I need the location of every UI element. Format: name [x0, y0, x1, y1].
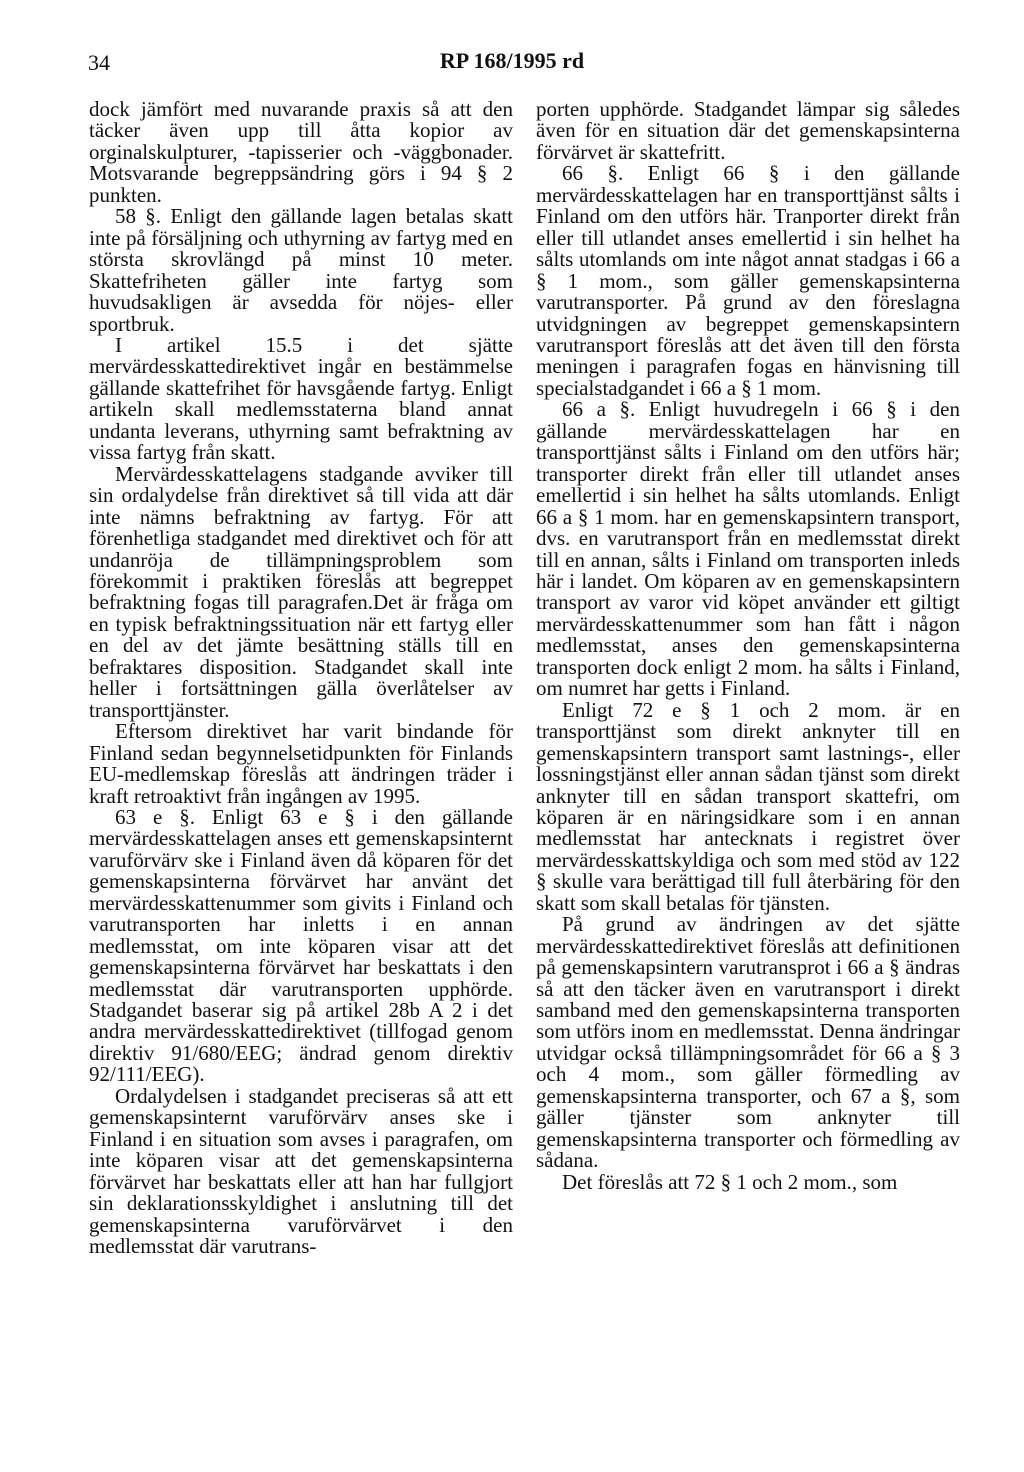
page-number: 34 [88, 50, 110, 75]
paragraph: 66 a §. Enligt huvudregeln i 66 § i den gällande mervärdesskattelagen har en transporttjänst sålts i Finland om den utförs här; transporter direkt från eller till utlandet anses emellertid i sin helhet ha sålts utomlands. Enligt 66 a § 1 mom. har en gemenskapsintern transport, dvs. en varutransport från en medlemsstat direkt till en annan, sålts i Finland om transporten inleds här i landet. Om köparen av en gemenskapsintern transport av varor vid köpet använder ett giltigt mervärdesskattenummer som han fått i någon medlemsstat, anses den gemenskapsinterna transporten dock enligt 2 mom. ha sålts i Finland, om numret har getts i Finland. [536, 397, 960, 701]
right-column [536, 99, 960, 1193]
paragraph: porten upphörde. Stadgandet lämpar sig således även för en situation där det gemenskapsinterna förvärvet är skattefritt. [536, 97, 960, 164]
paragraph: Enligt 72 e § 1 och 2 mom. är en transporttjänst som direkt anknyter till en gemenskapsintern transport samt lastnings-, eller lossningstjänst eller annan sådan tjänst som direkt anknyter till en sådan transport skattefri, om köparen är en näringsidkare som i en annan medlemsstat har antecknats i registret över mervärdesskattskyldiga och som med stöd av 122 § skulle vara berättigad till full återbäring för den skatt som skall betalas för tjänsten. [536, 697, 960, 915]
paragraph: Mervärdesskattelagens stadgande avviker till sin ordalydelse från direktivet så till vida att där inte nämns befraktning av fartyg. För att förenhetliga stadgandet med direktivet och för att undanröja de tillämpningsproblem som förekommit i praktiken föreslås att begreppet befraktning fogas till paragrafen.Det är fråga om en typisk befraktningssituation när ett fartyg eller en del av det jämte besättning ställs till en befraktares disposition. Stadgandet skall inte heller i fortsättningen gälla överlåtelser av transporttjänster. [89, 461, 513, 722]
left-column [89, 99, 513, 1257]
document-id: RP 168/1995 rd [439, 48, 585, 73]
paragraph: 58 §. Enligt den gällande lagen betalas skatt inte på försäljning och uthyrning av fartyg med en största skrovlängd på minst 10 meter. Skattefriheten gäller inte fartyg som huvudsakligen är avsedda för nöjes- eller sportbruk. [89, 204, 513, 336]
paragraph: dock jämfört med nuvarande praxis så att den täcker även upp till åtta kopior av orginalskulpturer, -tapisserier och -väggbonader. Motsvarande begreppsändring görs i 94 § 2 punkten. [89, 97, 513, 207]
paragraph: Ordalydelsen i stadgandet preciseras så att ett gemenskapsinternt varuförvärv anses ske i Finland i en situation som avses i paragrafen, om inte köparen visar att det gemenskapsinterna förvärvet har beskattats eller att han har fullgjort sin deklarationsskyldighet i anslutning till det gemenskapsinterna varuförvärvet i den medlemsstat där varutrans- [89, 1083, 513, 1259]
paragraph: 63 e §. Enligt 63 e § i den gällande mervärdesskattelagen anses ett gemenskapsinternt varuförvärv ske i Finland även då köparen för det gemenskapsinterna förvärvet har använt det mervärdesskattenummer som givits i Finland och varutransporten har inletts i en annan medlemsstat, om inte köparen visar att det gemenskapsinterna förvärvet har beskattats i den medlemsstat där varutransporten upphörde. Stadgandet baserar sig på artikel 28b A 2 i det andra mervärdesskattedirektivet (tillfogad genom direktiv 91/680/EEG; ändrad genom direktiv 92/111/EEG). [89, 804, 513, 1087]
paragraph: I artikel 15.5 i det sjätte mervärdesskattedirektivet ingår en bestämmelse gällande skattefrihet för havsgående fartyg. Enligt artikeln skall medlemsstaterna bland annat undanta leverans, uthyrning samt befraktning av vissa fartyg från skatt. [89, 332, 513, 465]
paragraph: På grund av ändringen av det sjätte mervärdesskattedirektivet föreslås att definitionen på gemenskapsintern varutransprot i 66 a § ändras så att den täcker även en varutransport i direkt samband med den gemenskapsinterna transporten som utförs inom en medlemsstat. Denna ändringar utvidgar också tillämpningsområdet för 66 a § 3 och 4 mom., som gäller förmedling av gemenskapsinterna transporter, och 67 a §, som gäller tjänster som anknyter till gemenskapsinterna transporter och förmedling av sådana. [536, 912, 960, 1173]
paragraph: Det föreslås att 72 § 1 och 2 mom., som [562, 1169, 898, 1194]
paragraph: 66 §. Enligt 66 § i den gällande mervärdesskattelagen har en transporttjänst sålts i Finland om den utförs här. Tranporter direkt från eller till utlandet anses emellertid i sin helhet ha sålts utomlands om inte något annat stadgas i 66 a § 1 mom., som gäller gemenskapsinterna varutransporter. På grund av den föreslagna utvidgningen av begreppet gemenskapsintern varutransport föreslås att det även till den första meningen i paragrafen fogas en hänvisning till specialstadgandet i 66 a § 1 mom. [536, 161, 960, 400]
paragraph: Eftersom direktivet har varit bindande för Finland sedan begynnelsetidpunkten för Finlands EU-medlemskap föreslås att ändringen träder i kraft retroaktivt från ingången av 1995. [89, 719, 513, 808]
